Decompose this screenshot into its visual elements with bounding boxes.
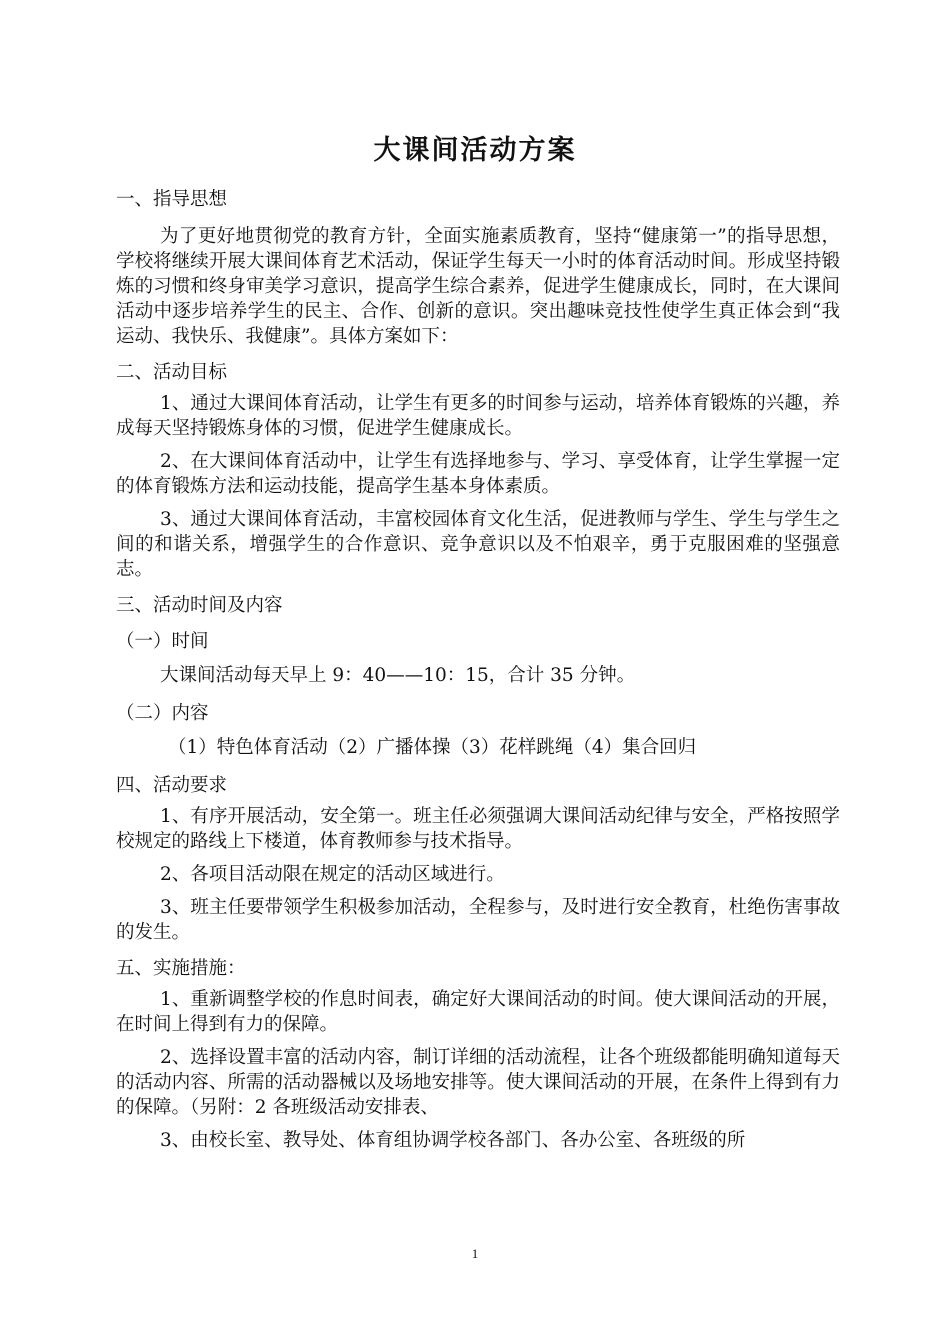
requirement-item-2: 2、各项目活动限在规定的活动区域进行。 — [160, 864, 505, 885]
goal-item-2: 2、在大课间体育活动中，让学生有选择地参与、学习、享受体育，让学生掌握一定的体育锻炼方法和运动技能，提高学生基本身体素质。 — [116, 451, 840, 497]
page-number: 1 — [471, 1246, 479, 1261]
content-text: （1）特色体育活动（2）广播体操（3）花样跳绳（4）集合回归 — [168, 737, 697, 758]
time-text: 大课间活动每天早上 9：40——10：15，合计 35 分钟。 — [160, 665, 636, 686]
section-heading-measures: 五、实施措施： — [116, 958, 246, 979]
measure-item-1: 1、重新调整学校的作息时间表，确定好大课间活动的时间。使大课间活动的开展，在时间上得到有力的保障。 — [116, 989, 840, 1035]
section-heading-guiding-thought: 一、指导思想 — [116, 189, 228, 210]
goal-item-1: 1、通过大课间体育活动，让学生有更多的时间参与运动，培养体育锻炼的兴趣，养成每天坚持锻炼身体的习惯，促进学生健康成长。 — [116, 393, 840, 439]
requirement-item-3: 3、班主任要带领学生积极参加活动，全程参与，及时进行安全教育，杜绝伤害事故的发生。 — [116, 897, 840, 943]
measure-item-3: 3、由校长室、教导处、体育组协调学校各部门、各办公室、各班级的所 — [160, 1130, 746, 1151]
document-title: 大课间活动方案 — [373, 135, 577, 166]
measure-item-2: 2、选择设置丰富的活动内容，制订详细的活动流程，让各个班级都能明确知道每天的活动内容、所需的活动器械以及场地安排等。使大课间活动的开展，在条件上得到有力的保障。（另附：2 各班级活动安排表、 — [116, 1047, 840, 1118]
section-heading-activity-goals: 二、活动目标 — [116, 362, 228, 383]
document-body — [116, 178, 840, 1161]
goal-item-3: 3、通过大课间体育活动，丰富校园体育文化生活，促进教师与学生、学生与学生之间的和谐关系，增强学生的合作意识、竞争意识以及不怕艰辛，勇于克服困难的坚强意志。 — [116, 509, 840, 580]
subheading-content: （二）内容 — [116, 703, 209, 724]
guiding-thought-paragraph: 为了更好地贯彻党的教育方针，全面实施素质教育，坚持“健康第一”的指导思想，学校将继续开展大课间体育艺术活动，保证学生每天一小时的体育活动时间。形成坚持锻炼的习惯和终身审美学习意识，提高学生综合素养，促进学生健康成长，同时，在大课间活动中逐步培养学生的民主、合作、创新的意识。突出趣味竞技性使学生真正体会到“我运动、我快乐、我健康”。具体方案如下： — [116, 226, 840, 347]
section-heading-time-and-content: 三、活动时间及内容 — [116, 595, 283, 616]
section-heading-requirements: 四、活动要求 — [116, 775, 228, 796]
subheading-time: （一）时间 — [116, 631, 209, 652]
requirement-item-1: 1、有序开展活动，安全第一。班主任必须强调大课间活动纪律与安全，严格按照学校规定的路线上下楼道，体育教师参与技术指导。 — [116, 806, 840, 852]
